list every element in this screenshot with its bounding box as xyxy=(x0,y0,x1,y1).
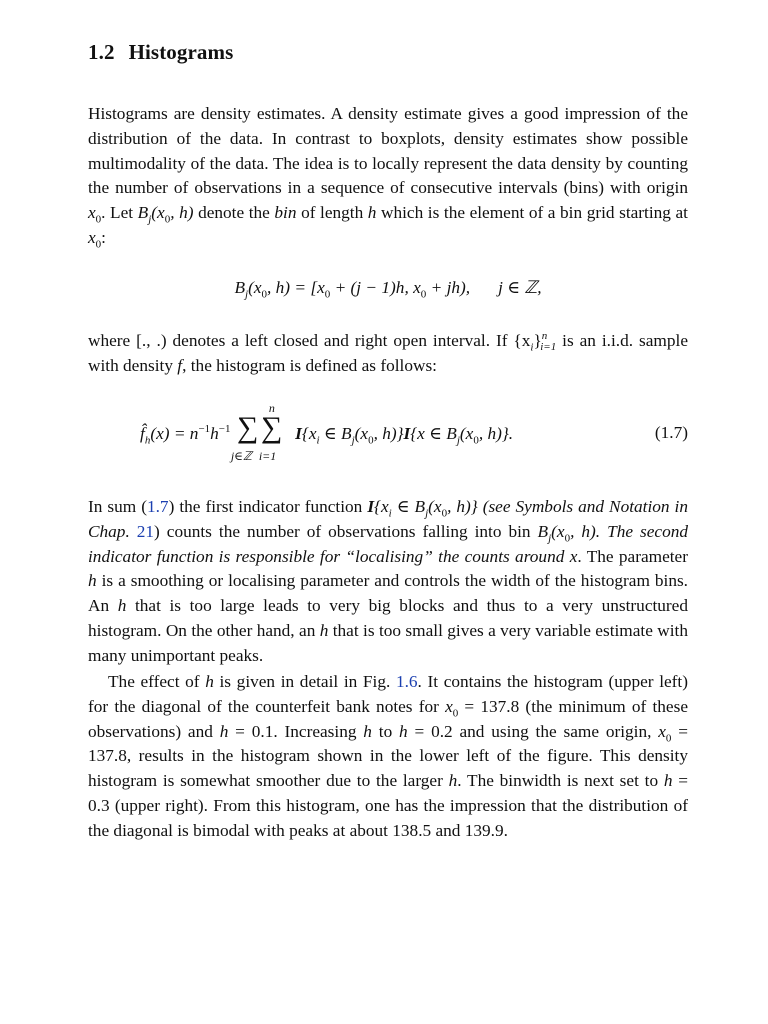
math-var: h xyxy=(363,721,372,741)
math-sub: 0 xyxy=(441,507,448,520)
indicator-symbol: I xyxy=(295,423,302,443)
math-sub: i xyxy=(316,434,320,447)
math-condition: j ∈ ℤ, xyxy=(498,278,542,297)
math-var: h xyxy=(399,721,408,741)
text: Histograms are density estimates. A density estimate gives a good impression of the distribution of the data. In contrast to boxplots, density estimates show possible multimodality of the data. The idea is to locally represent the data density by counting the number of observations in a sequence of consecutive intervals (bins) with origin xyxy=(88,104,688,198)
text: which is the element of a bin grid starting at xyxy=(376,203,688,223)
text: to xyxy=(371,721,400,741)
math-sub: j xyxy=(425,507,429,520)
text: is given in detail in Fig. xyxy=(213,672,396,691)
text: , h). The second indicator function is responsible for “localising” the counts around xyxy=(88,521,688,566)
math-var: (x xyxy=(354,423,369,443)
math-var: x xyxy=(88,203,96,223)
text: = 0.3 (upper right). From this histogram, one has the impression that the distribution of the diagonal is bimodal with peaks at about 138.5 and 139.9. xyxy=(88,771,688,840)
math-var: h xyxy=(367,203,377,223)
text: that is too small gives a very variable estimate with many unimportant peaks. xyxy=(88,620,688,665)
math-var: , h)} xyxy=(373,423,404,443)
math-sub: j xyxy=(245,288,249,301)
math-var: x xyxy=(569,546,578,566)
indicator-symbol: I xyxy=(367,497,375,516)
text: The effect of xyxy=(108,672,206,691)
text: . The parameter xyxy=(577,546,688,566)
math-var: (x xyxy=(551,521,565,541)
math-var: B xyxy=(234,278,246,297)
math-var: B xyxy=(137,203,149,223)
math-sub: j xyxy=(456,434,460,447)
math-sub: i xyxy=(388,507,392,520)
text: that is too large leads to very big blocks and thus to a very unstructured histogram. On the other hand, an xyxy=(88,596,688,640)
paragraph-intro xyxy=(88,102,688,251)
text: denote the xyxy=(193,203,275,223)
sum-symbol: ∑ xyxy=(236,411,259,444)
text: where [., .) denotes a left closed and right open interval. If {x xyxy=(88,331,531,350)
math-var: ∈ B xyxy=(319,423,352,443)
text: . The binwidth is next set to xyxy=(457,771,664,791)
paragraph-interval: where [., .) denotes a left closed and right open interval. If $\{x_i\}^n_{i=1}$ is an i.i.d. sample with density f, the histogram is defined as follows: xyxy=(88,330,688,375)
math-sub: 0 xyxy=(164,213,171,226)
math-var: f̂ xyxy=(140,423,145,443)
math-var: x xyxy=(88,227,96,247)
math-var: , h)}. xyxy=(478,423,514,443)
math-var: ∈ B xyxy=(391,497,426,516)
text: is a smoothing or localising parameter and controls the width of the histogram bins. An xyxy=(88,571,688,616)
math-sub: 0 xyxy=(95,213,102,226)
text: ) counts the number of observations falling into bin xyxy=(154,521,538,541)
math-sub: j xyxy=(548,532,552,545)
math-sub: 0 xyxy=(452,707,459,720)
math-var: {x xyxy=(301,423,317,443)
paragraph-indicator xyxy=(88,495,688,669)
math-var: h xyxy=(219,721,229,741)
math-sub: 0 xyxy=(261,288,268,301)
math-var: (x xyxy=(151,203,165,223)
math-var: h xyxy=(319,620,329,640)
math-var: x xyxy=(445,696,453,716)
text: : xyxy=(101,227,106,247)
text: . It contains the histogram (upper left) for the diagonal of the counterfeit bank notes for xyxy=(88,672,688,716)
double-sum xyxy=(230,401,291,463)
sum-limit: n xyxy=(268,401,275,415)
text: is an i.i.d. sample with density xyxy=(88,331,688,375)
text: = 0.2 and using the same origin, xyxy=(407,721,659,741)
figure-ref-link[interactable]: 1.6 xyxy=(395,672,418,691)
indicator-symbol: I xyxy=(403,423,411,443)
sum-limit: i=1 xyxy=(258,449,277,463)
math-sub: 0 xyxy=(473,434,479,447)
math-var: + (j − 1)h, x xyxy=(330,278,421,297)
math-var: h xyxy=(210,423,219,443)
math-var: {x xyxy=(374,497,389,516)
text: = 0.1. Increasing xyxy=(228,721,364,741)
math-sub: 0 xyxy=(324,288,331,301)
paragraph-effect-of-h xyxy=(88,670,688,844)
math-sub: 0 xyxy=(95,238,102,251)
math-sub: 0 xyxy=(420,288,427,301)
equation-bin-definition xyxy=(88,278,688,301)
math-var: {x ∈ B xyxy=(410,423,457,443)
math-var: f xyxy=(177,355,183,375)
text: . Let xyxy=(101,203,138,223)
math-var: (x xyxy=(459,423,474,443)
sum-symbol: ∑ xyxy=(260,411,283,444)
section-heading xyxy=(88,40,233,65)
math-sub: j xyxy=(351,434,355,447)
math-var: h xyxy=(205,672,214,691)
math-sup: −1 xyxy=(218,423,231,436)
math-var: , h) xyxy=(170,203,194,223)
math-var: h xyxy=(88,571,97,591)
math-var: B xyxy=(537,521,549,541)
math-var: (x) = n xyxy=(150,423,199,443)
math-var: x xyxy=(658,721,666,741)
math-var: , h) = [x xyxy=(267,278,325,297)
text: = 137.8, results in the histogram shown in the lower left of the figure. This density histogram is somewhat smoother due to the larger xyxy=(88,721,688,791)
equation-histogram xyxy=(88,401,688,469)
math-sub: 0 xyxy=(564,532,571,545)
sum-limit: j∈ℤ xyxy=(230,449,252,463)
math-var: (x xyxy=(248,278,262,297)
chapter-ref-link[interactable]: 21 xyxy=(136,521,155,541)
math-sup: −1 xyxy=(198,423,211,436)
math-var: h xyxy=(117,596,127,616)
math-sub: i xyxy=(530,341,534,354)
section-number: 1.2 xyxy=(88,40,115,64)
math-sup: n xyxy=(541,330,548,343)
math-var: h xyxy=(663,771,673,791)
math-sub: 0 xyxy=(368,434,374,447)
emphasis: bin xyxy=(274,203,297,223)
equation-number: (1.7) xyxy=(654,423,688,442)
math-var: h xyxy=(448,771,458,791)
math-var: + jh), xyxy=(426,278,471,297)
section-title: Histograms xyxy=(128,40,234,64)
math-var: (x xyxy=(428,497,442,516)
text: , h)} (see Symbols and Notation in Chap. xyxy=(88,497,688,541)
math-sub: i=1 xyxy=(540,341,557,354)
text: , the histogram is defined as follows: xyxy=(182,355,437,375)
text: ) the first indicator function xyxy=(168,497,368,516)
math-sub: 0 xyxy=(665,732,672,745)
equation-ref-link[interactable]: 1.7 xyxy=(146,497,169,516)
text: In sum ( xyxy=(88,497,147,516)
math-sub: h xyxy=(144,434,151,447)
text: of length xyxy=(296,203,368,223)
math-sub: j xyxy=(148,213,152,226)
text: = 137.8 (the minimum of these observations) and xyxy=(88,696,688,741)
